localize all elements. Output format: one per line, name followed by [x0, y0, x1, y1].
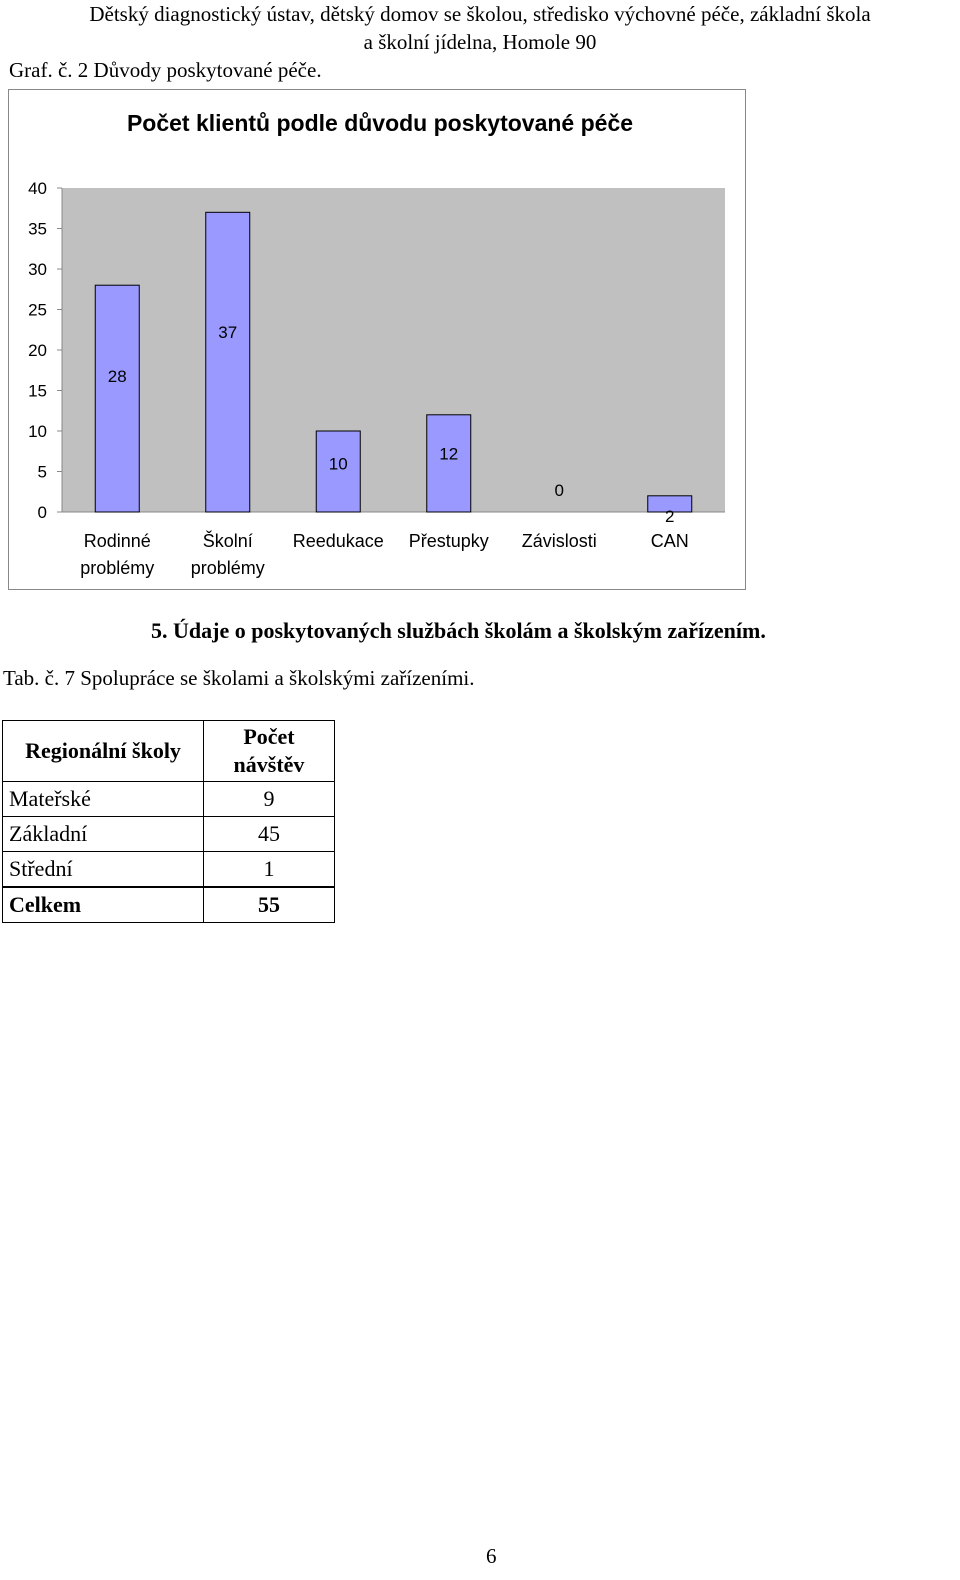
- y-tick-label: 30: [28, 260, 47, 279]
- graph-caption: Graf. č. 2 Důvody poskytované péče.: [9, 58, 322, 82]
- bar: [206, 212, 250, 512]
- header-visit-count-line2: návštěv: [233, 752, 305, 777]
- bar: [95, 285, 139, 512]
- document-header: [0, 0, 960, 56]
- y-tick-label: 35: [28, 219, 47, 239]
- header-visit-count-line1: Počet: [243, 724, 295, 749]
- category-label: Školní: [202, 531, 253, 551]
- header-visit-count: [204, 721, 335, 782]
- table-row: [3, 782, 335, 817]
- total-category: Celkem: [3, 887, 204, 923]
- row-value: 45: [204, 817, 335, 852]
- row-category: Střední: [3, 852, 204, 888]
- category-label: CAN: [650, 531, 689, 551]
- data-label: 0: [554, 481, 564, 500]
- table-caption: Tab. č. 7 Spolupráce se školami a školskými zařízeními.: [3, 666, 475, 690]
- data-label: 10: [328, 454, 348, 474]
- header-regional-schools: Regionální školy: [3, 721, 204, 782]
- y-tick-label: 0: [37, 503, 47, 522]
- table-row: [3, 817, 335, 852]
- table-header-row: [3, 721, 335, 782]
- category-label: Přestupky: [408, 531, 489, 551]
- chart-svg: [9, 90, 747, 591]
- data-label: 28: [107, 366, 127, 386]
- header-line-2: a školní jídelna, Homole 90: [363, 30, 597, 54]
- data-label: 2: [665, 506, 675, 526]
- table-total-row: [3, 887, 335, 923]
- page-number: 6: [486, 1544, 497, 1568]
- data-label: 37: [218, 323, 238, 343]
- y-tick-label: 40: [28, 179, 47, 198]
- bar-chart: [8, 89, 746, 590]
- section-heading: 5. Údaje o poskytovaných službách školám a školským zařízením.: [151, 618, 766, 643]
- total-value: 55: [204, 887, 335, 923]
- category-label: problémy: [80, 558, 155, 578]
- y-tick-label: 20: [28, 341, 47, 360]
- category-label: problémy: [190, 558, 265, 578]
- data-label: 12: [439, 444, 459, 464]
- row-value: 9: [204, 782, 335, 817]
- header-line-1: Dětský diagnostický ústav, dětský domov se školou, středisko výchovné péče, základní škola: [89, 2, 871, 26]
- y-tick-label: 15: [28, 381, 47, 401]
- category-label: Závislosti: [521, 531, 597, 551]
- category-label: Reedukace: [292, 531, 384, 551]
- row-category: Mateřské: [3, 782, 204, 817]
- plot-area: [62, 188, 725, 512]
- category-label: Rodinné: [83, 531, 151, 551]
- y-tick-label: 5: [37, 462, 47, 482]
- row-category: Základní: [3, 817, 204, 852]
- y-tick-label: 10: [28, 422, 47, 441]
- cooperation-table: [2, 720, 335, 923]
- table-row: [3, 852, 335, 888]
- chart-title: Počet klientů podle důvodu poskytované péče: [126, 110, 634, 136]
- y-tick-label: 25: [28, 300, 47, 320]
- row-value: 1: [204, 852, 335, 888]
